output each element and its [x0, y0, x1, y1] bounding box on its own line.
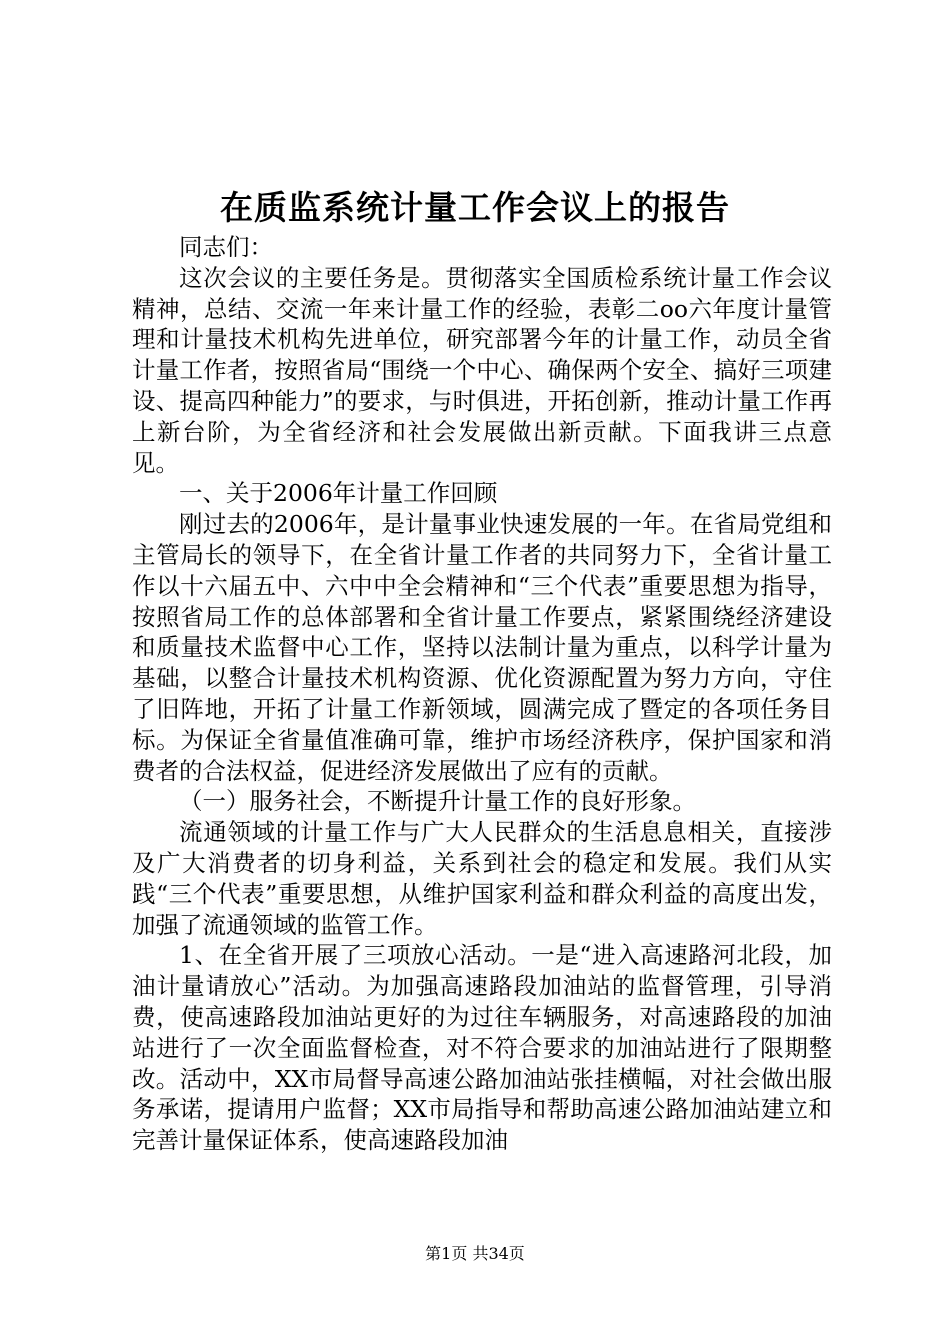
salutation: 同志们：: [179, 233, 273, 261]
document-body: [132, 232, 832, 1156]
paragraph: 1、在全省开展了三项放心活动。一是“进入高速路河北段，加油计量请放心”活动。为加强高速路段加油站的监督管理，引导消费，使高速路段加油站更好的为过往车辆服务，对高速路段的加油站进行了一次全面监督检查，对不符合要求的加油站进行了限期整改。活动中，XX市局督导高速公路加油站张挂横幅，对社会做出服务承诺，提请用户监督；XX市局指导和帮助高速公路加油站建立和完善计量保证体系，使高速路段加油: [132, 941, 832, 1155]
document-title: 在质监系统计量工作会议上的报告: [220, 188, 730, 227]
page-number-footer: 第1页 共34页: [425, 1244, 525, 1263]
subsection-heading: （一）服务社会，不断提升计量工作的良好形象。: [179, 787, 696, 816]
paragraph: 刚过去的2006年，是计量事业快速发展的一年。在省局党组和主管局长的领导下，在全省计量工作者的共同努力下，全省计量工作以十六届五中、六中中全会精神和“三个代表”重要思想为指导，按照省局工作的总体部署和全省计量工作要点，紧紧围绕经济建设和质量技术监督中心工作，坚持以法制计量为重点，以科学计量为基础，以整合计量技术机构资源、优化资源配置为努力方向，守住了旧阵地，开拓了计量工作新领域，圆满完成了暨定的各项任务目标。为保证全省量值准确可靠，维护市场经济秩序，保护国家和消费者的合法权益，促进经济发展做出了应有的贡献。: [132, 510, 832, 785]
section-heading: 一、关于2006年计量工作回顾: [179, 479, 498, 508]
paragraph: 流通领域的计量工作与广大人民群众的生活息息相关，直接涉及广大消费者的切身利益，关系到社会的稳定和发展。我们从实践“三个代表”重要思想，从维护国家利益和群众利益的高度出发，加强了流通领域的监管工作。: [132, 818, 832, 939]
paragraph: 这次会议的主要任务是。贯彻落实全国质检系统计量工作会议精神，总结、交流一年来计量工作的经验，表彰二oo六年度计量管理和计量技术机构先进单位，研究部署今年的计量工作，动员全省计量工作者，按照省局“围绕一个中心、确保两个安全、搞好三项建设、提高四种能力”的要求，与时俱进，开拓创新，推动计量工作再上新台阶，为全省经济和社会发展做出新贡献。下面我讲三点意见。: [132, 263, 832, 477]
